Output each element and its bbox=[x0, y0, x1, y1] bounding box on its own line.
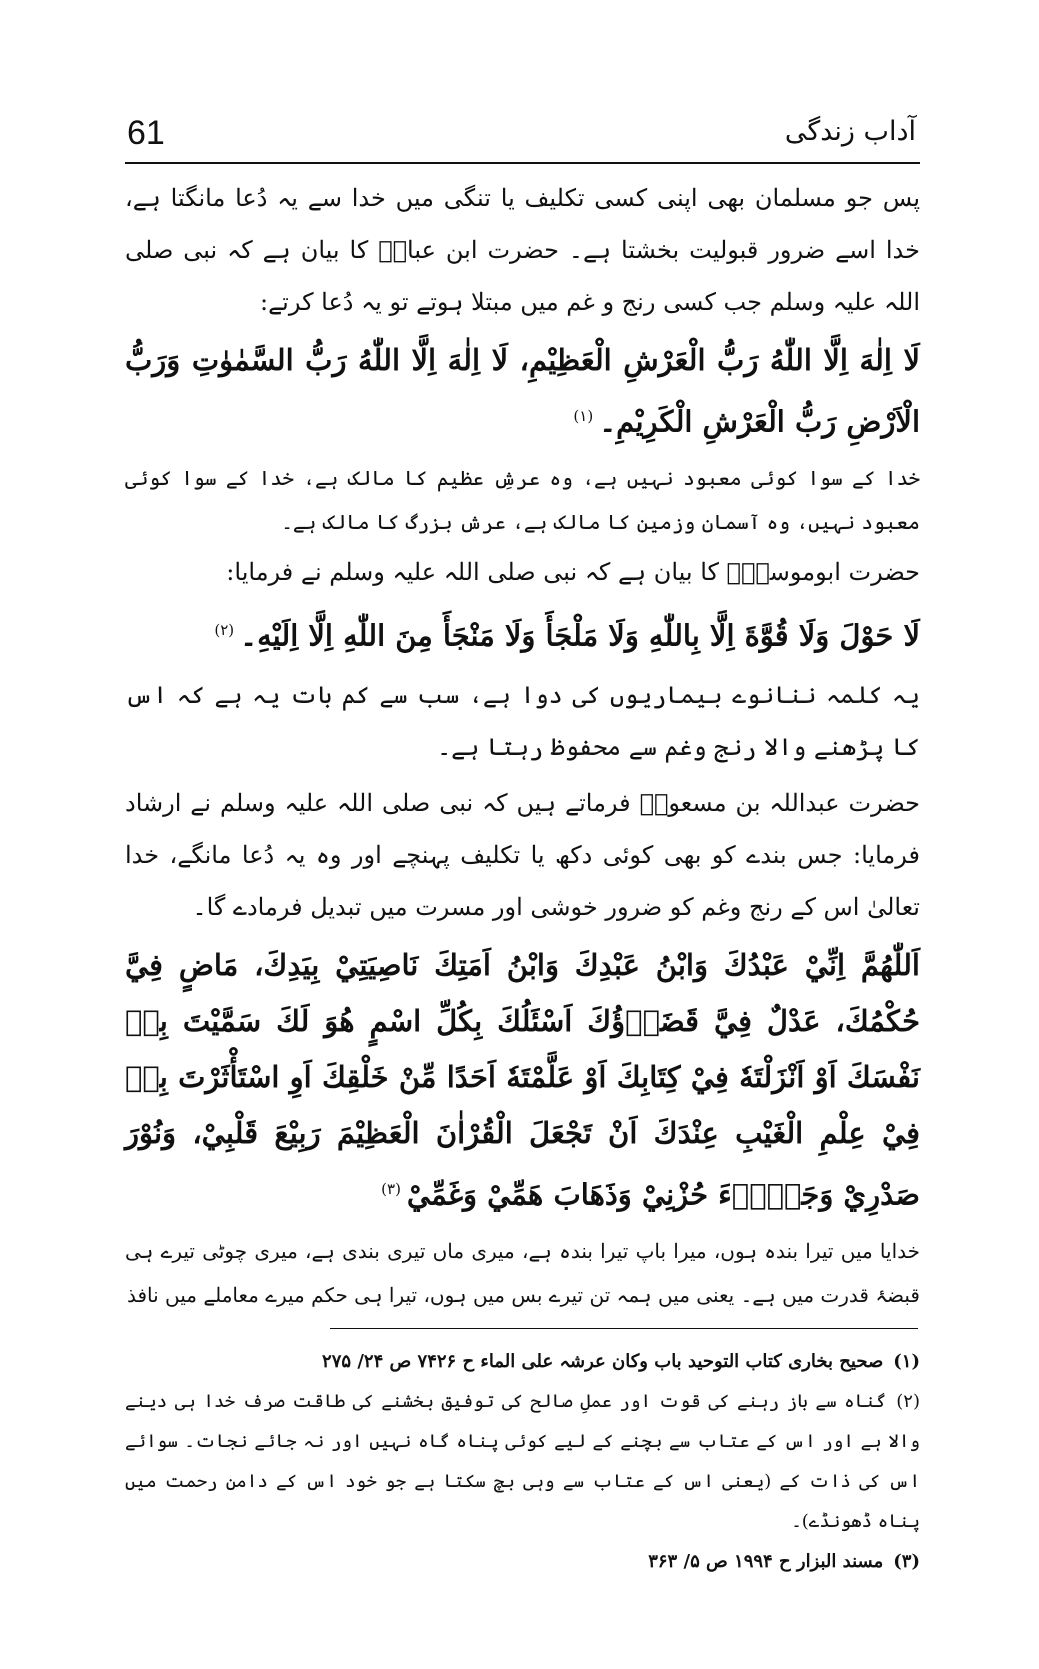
page-header bbox=[125, 110, 920, 164]
footnote-3-number: (۳) bbox=[893, 1551, 920, 1572]
footnote-2-text: گناہ سے باز رہنے کی قوت اور عملِ صالح کی توفیق بخشنے کی طاقت صرف خدا ہی دینے والا ہے اور اس کے عتاب سے بچنے کے لیے کوئی پناہ گاہ نہیں اور نہ جائے نجات۔ سوائے اس کی ذات کے (یعنی اس کے عتاب سے وہی بچ سکتا ہے جو خود اس کے دامنِ رحمت میں پناہ ڈھونڈے)۔ bbox=[125, 1391, 920, 1532]
page-body bbox=[125, 172, 920, 1319]
arabic-dua-3-text: اَللّٰهُمَّ اِنِّيْ عَبْدُكَ وَابْنُ عَبْدِكَ وَابْنُ اَمَتِكَ نَاصِيَتِيْ بِيَدِكَ، مَاضٍ فِيَّ حُكْمُكَ، عَدْلٌ فِيَّ قَضَاۤؤُكَ اَسْئَلُكَ بِكُلِّ اسْمٍ هُوَ لَكَ سَمَّيْتَ بِهٖ نَفْسَكَ اَوْ اَنْزَلْتَهٗ فِيْ كِتَابِكَ اَوْ عَلَّمْتَهٗ اَحَدًا مِّنْ خَلْقِكَ اَوِ اسْتَأْثَرْتَ بِهٖ فِيْ عِلْمِ الْغَيْبِ عِنْدَكَ اَنْ تَجْعَلَ الْقُرْاٰنَ الْعَظِيْمَ رَبِيْعَ قَلْبِيْ، وَنُوْرَ صَدْرِيْ وَجَلَاۤءَ حُزْنِيْ وَذَهَابَ هَمِّيْ وَغَمِّيْ bbox=[125, 948, 920, 1212]
footnote-ref-1: (۱) bbox=[573, 407, 594, 425]
arabic-dua-1 bbox=[125, 332, 920, 450]
footnote-divider bbox=[330, 1328, 918, 1329]
page-number: 61 bbox=[127, 114, 165, 152]
translation-3: خدایا میں تیرا بندہ ہوں، میرا باپ تیرا بندہ ہے، میری ماں تیری بندی ہے، میری چوٹی تیرے ہی قبضۂ قدرت میں ہے۔ یعنی میں ہمہ تن تیرے بس میں ہوں، تیرا ہی حکم میرے معاملے میں نافذ bbox=[125, 1238, 920, 1307]
footnote-ref-3: (۳) bbox=[381, 1180, 401, 1199]
footnote-1 bbox=[125, 1342, 920, 1382]
paragraph-intro: پس جو مسلمان بھی اپنی کسی تکلیف یا تنگی میں خدا سے یہ دُعا مانگتا ہے، خدا اسے ضرور قبولیت بخشتا ہے۔ حضرت ابن عباسؓ کا بیان ہے کہ نبی صلی اللہ علیہ وسلم جب کسی رنج و غم میں مبتلا ہوتے تو یہ دُعا کرتے: bbox=[125, 184, 921, 316]
arabic-dua-2 bbox=[125, 602, 920, 664]
footnote-3-text: مسند البزار ح ۱۹۹۴ ص ۵/ ۳۶۳ bbox=[648, 1551, 884, 1572]
footnote-1-number: (۱) bbox=[893, 1351, 920, 1372]
running-title: آداب زندگی bbox=[784, 116, 916, 147]
translation-1: خدا کے سوا کوئی معبود نہیں ہے، وہ عرشِ عظیم کا مالک ہے، خدا کے سوا کوئی معبود نہیں، وہ آسمان وزمین کا مالک ہے، عرش بزرگ کا مالک ہے۔ bbox=[125, 465, 920, 534]
arabic-dua-2-text: لَا حَوْلَ وَلَا قُوَّةَ اِلَّا بِاللّٰهِ وَلَا مَلْجَأَ وَلَا مَنْجَأَ مِنَ اللّٰهِ اِلَّا اِلَيْهِ۔ bbox=[240, 618, 920, 653]
footnote-3 bbox=[125, 1542, 920, 1582]
footnotes bbox=[125, 1342, 920, 1582]
footnote-ref-2: (۲) bbox=[214, 620, 235, 639]
footnote-1-text: صحیح بخاری کتاب التوحید باب وکان عرشہ علی الماء ح ۷۴۲۶ ص ۲۴/ ۲۷۵ bbox=[322, 1351, 884, 1372]
footnote-2-number: (۲) bbox=[896, 1391, 920, 1412]
arabic-dua-1-text: لَا اِلٰهَ اِلَّا اللّٰهُ رَبُّ الْعَرْشِ الْعَظِيْمِ، لَا اِلٰهَ اِلَّا اللّٰهُ رَبُّ السَّمٰوٰتِ وَرَبُّ الْاَرْضِ رَبُّ الْعَرْشِ الْكَرِيْمِ۔ bbox=[125, 343, 920, 439]
paragraph-abu-musa: حضرت ابوموسیٰؓ کا بیان ہے کہ نبی صلی اللہ علیہ وسلم نے فرمایا: bbox=[226, 557, 920, 586]
footnote-2 bbox=[125, 1382, 920, 1542]
paragraph-ibn-masud: حضرت عبداللہ بن مسعودؓ فرماتے ہیں کہ نبی صلی اللہ علیہ وسلم نے ارشاد فرمایا: جس بندے کو بھی کوئی دکھ یا تکلیف پہنچے اور وہ یہ دُعا مانگے، خدا تعالیٰ اس کے رنج وغم کو ضرور خوشی اور مسرت میں تبدیل فرمادے گا۔ bbox=[125, 789, 921, 922]
paragraph-kalima-benefit: یہ کلمہ ننانوے بیماریوں کی دوا ہے، سب سے کم بات یہ ہے کہ اس کا پڑھنے والا رنج وغم سے محفوظ رہتا ہے۔ bbox=[125, 681, 920, 762]
arabic-dua-3 bbox=[125, 937, 920, 1223]
